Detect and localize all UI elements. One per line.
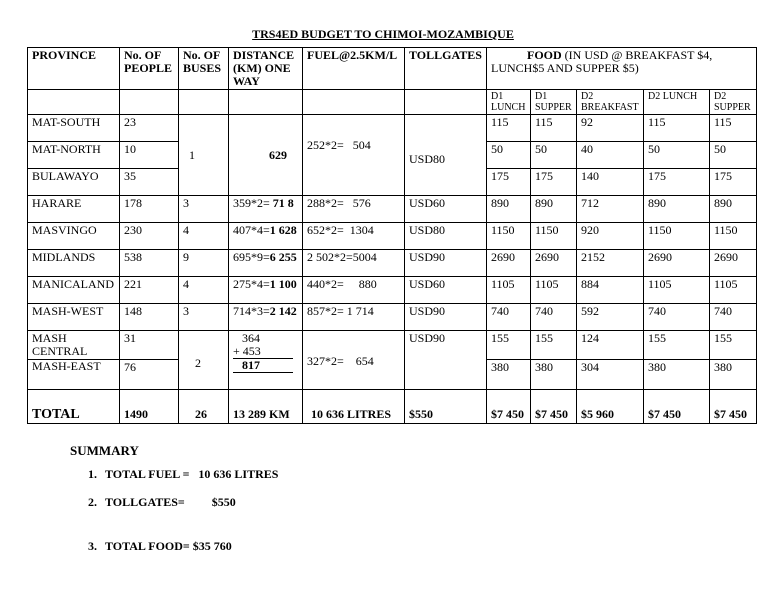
food-cell: 115	[487, 115, 531, 142]
total-food: $5 960	[577, 390, 644, 424]
toll-cell: USD60	[405, 277, 487, 304]
header-food-bold: FOOD	[527, 48, 562, 62]
total-food: $7 450	[531, 390, 577, 424]
province-cell: MAT-SOUTH	[28, 115, 120, 142]
subheader-d1-supper: D1 SUPPER	[531, 90, 577, 115]
food-cell: 1150	[531, 223, 577, 250]
header-food-note: (IN USD @ BREAKFAST $4, LUNCH$5 AND SUPPER $5)	[491, 48, 713, 75]
food-cell: 175	[644, 169, 710, 196]
food-cell: 50	[710, 142, 757, 169]
buses-cell: 2	[179, 331, 229, 390]
summary-item: 3. TOTAL FOOD= $35 760	[88, 539, 232, 553]
people-cell: 178	[120, 196, 179, 223]
fuel-cell: 857*2= 1 714	[303, 304, 405, 331]
food-cell: 2152	[577, 250, 644, 277]
people-cell: 148	[120, 304, 179, 331]
people-cell: 76	[120, 360, 179, 390]
distance-cell: 407*4=1 628	[229, 223, 303, 250]
toll-cell: USD90	[405, 304, 487, 331]
food-cell: 92	[577, 115, 644, 142]
food-cell: 380	[710, 360, 757, 390]
food-cell: 155	[710, 331, 757, 360]
food-cell: 890	[644, 196, 710, 223]
buses-cell: 9	[179, 250, 229, 277]
food-cell: 140	[577, 169, 644, 196]
total-distance: 13 289 KM	[229, 390, 303, 424]
food-cell: 175	[710, 169, 757, 196]
food-cell: 50	[531, 142, 577, 169]
food-cell: 50	[487, 142, 531, 169]
table-row	[28, 115, 757, 142]
food-cell: 740	[644, 304, 710, 331]
summary-heading: SUMMARY	[70, 443, 139, 458]
fuel-cell: 652*2= 1304	[303, 223, 405, 250]
total-row	[28, 390, 757, 424]
food-cell: 380	[644, 360, 710, 390]
food-cell: 155	[531, 331, 577, 360]
subheader-d2-supper: D2 SUPPER	[710, 90, 757, 115]
food-cell: 1150	[710, 223, 757, 250]
food-cell: 2690	[710, 250, 757, 277]
summary-item: 1. TOTAL FUEL = 10 636 LITRES	[88, 467, 279, 481]
summary-item: 2. TOLLGATES= $550	[88, 495, 236, 509]
toll-cell: USD60	[405, 196, 487, 223]
people-cell: 10	[120, 142, 179, 169]
table-row	[28, 196, 757, 223]
fuel-cell: 288*2= 576	[303, 196, 405, 223]
food-cell: 115	[710, 115, 757, 142]
buses-cell: 4	[179, 277, 229, 304]
food-cell: 592	[577, 304, 644, 331]
header-province: PROVINCE	[28, 48, 120, 90]
total-toll: $550	[405, 390, 487, 424]
distance-cell	[229, 331, 303, 390]
buses-cell: 3	[179, 196, 229, 223]
header-fuel: FUEL@2.5KM/L	[303, 48, 405, 90]
distance-cell: 275*4=1 100	[229, 277, 303, 304]
food-cell: 155	[644, 331, 710, 360]
total-people: 1490	[120, 390, 179, 424]
people-cell: 230	[120, 223, 179, 250]
total-fuel: 10 636 LITRES	[303, 390, 405, 424]
food-cell: 920	[577, 223, 644, 250]
food-cell: 890	[710, 196, 757, 223]
food-cell: 1105	[487, 277, 531, 304]
province-cell: MASVINGO	[28, 223, 120, 250]
province-cell: BULAWAYO	[28, 169, 120, 196]
food-cell: 890	[531, 196, 577, 223]
distance-cell: 695*9=6 255	[229, 250, 303, 277]
food-cell: 890	[487, 196, 531, 223]
distance-cell: 629	[229, 115, 303, 196]
buses-cell: 1	[179, 115, 229, 196]
province-cell: HARARE	[28, 196, 120, 223]
document-title: TRS4ED BUDGET TO CHIMOI-MOZAMBIQUE	[252, 27, 514, 41]
buses-cell: 3	[179, 304, 229, 331]
food-cell: 50	[644, 142, 710, 169]
buses-cell: 4	[179, 223, 229, 250]
province-cell: MIDLANDS	[28, 250, 120, 277]
food-cell: 884	[577, 277, 644, 304]
distance-part-b: + 453	[233, 344, 261, 358]
food-cell: 740	[487, 304, 531, 331]
table-row	[28, 250, 757, 277]
table-row	[28, 331, 757, 360]
food-cell: 380	[531, 360, 577, 390]
header-distance: DISTANCE (KM) ONE WAY	[229, 48, 303, 90]
food-cell: 2690	[531, 250, 577, 277]
food-cell: 2690	[487, 250, 531, 277]
province-cell: MAT-NORTH	[28, 142, 120, 169]
total-label: TOTAL	[28, 390, 120, 424]
people-cell: 35	[120, 169, 179, 196]
total-food: $7 450	[644, 390, 710, 424]
food-cell: 40	[577, 142, 644, 169]
toll-cell: USD90	[405, 331, 487, 390]
budget-table	[27, 47, 757, 424]
province-cell: MASH CENTRAL	[28, 331, 120, 360]
header-tollgates: TOLLGATES	[405, 48, 487, 90]
distance-total: 817	[242, 358, 260, 372]
subheader-d2-breakfast: D2 BREAKFAST	[577, 90, 644, 115]
province-cell: MANICALAND	[28, 277, 120, 304]
toll-cell: USD80	[405, 115, 487, 196]
toll-cell: USD90	[405, 250, 487, 277]
total-food: $7 450	[710, 390, 757, 424]
food-cell: 380	[487, 360, 531, 390]
food-cell: 712	[577, 196, 644, 223]
header-people: No. OF PEOPLE	[120, 48, 179, 90]
fuel-cell: 252*2= 504	[303, 115, 405, 196]
food-cell: 175	[531, 169, 577, 196]
header-buses: No. OF BUSES	[179, 48, 229, 90]
document-title-wrap	[0, 27, 768, 42]
food-cell: 115	[644, 115, 710, 142]
distance-part-a: 364	[242, 331, 260, 345]
subheader-d1-lunch: D1 LUNCH	[487, 90, 531, 115]
food-cell: 740	[710, 304, 757, 331]
food-cell: 740	[531, 304, 577, 331]
table-row	[28, 304, 757, 331]
people-cell: 221	[120, 277, 179, 304]
food-cell: 155	[487, 331, 531, 360]
food-cell: 1150	[487, 223, 531, 250]
fuel-cell: 2 502*2=5004	[303, 250, 405, 277]
header-row	[28, 48, 757, 90]
fuel-cell: 327*2= 654	[303, 331, 405, 390]
food-subheader-row	[28, 90, 757, 115]
food-cell: 115	[531, 115, 577, 142]
header-food	[487, 48, 757, 90]
people-cell: 23	[120, 115, 179, 142]
food-cell: 1105	[710, 277, 757, 304]
toll-cell: USD80	[405, 223, 487, 250]
food-cell: 2690	[644, 250, 710, 277]
food-cell: 1105	[644, 277, 710, 304]
distance-cell: 359*2= 71 8	[229, 196, 303, 223]
people-cell: 538	[120, 250, 179, 277]
table-row	[28, 277, 757, 304]
distance-cell: 714*3=2 142	[229, 304, 303, 331]
food-cell: 304	[577, 360, 644, 390]
food-cell: 1150	[644, 223, 710, 250]
people-cell: 31	[120, 331, 179, 360]
province-cell: MASH-EAST	[28, 360, 120, 390]
food-cell: 1105	[531, 277, 577, 304]
table-row	[28, 223, 757, 250]
province-cell: MASH-WEST	[28, 304, 120, 331]
total-buses: 26	[179, 390, 229, 424]
fuel-cell: 440*2= 880	[303, 277, 405, 304]
subheader-d2-lunch: D2 LUNCH	[644, 90, 710, 115]
food-cell: 124	[577, 331, 644, 360]
food-cell: 175	[487, 169, 531, 196]
total-food: $7 450	[487, 390, 531, 424]
